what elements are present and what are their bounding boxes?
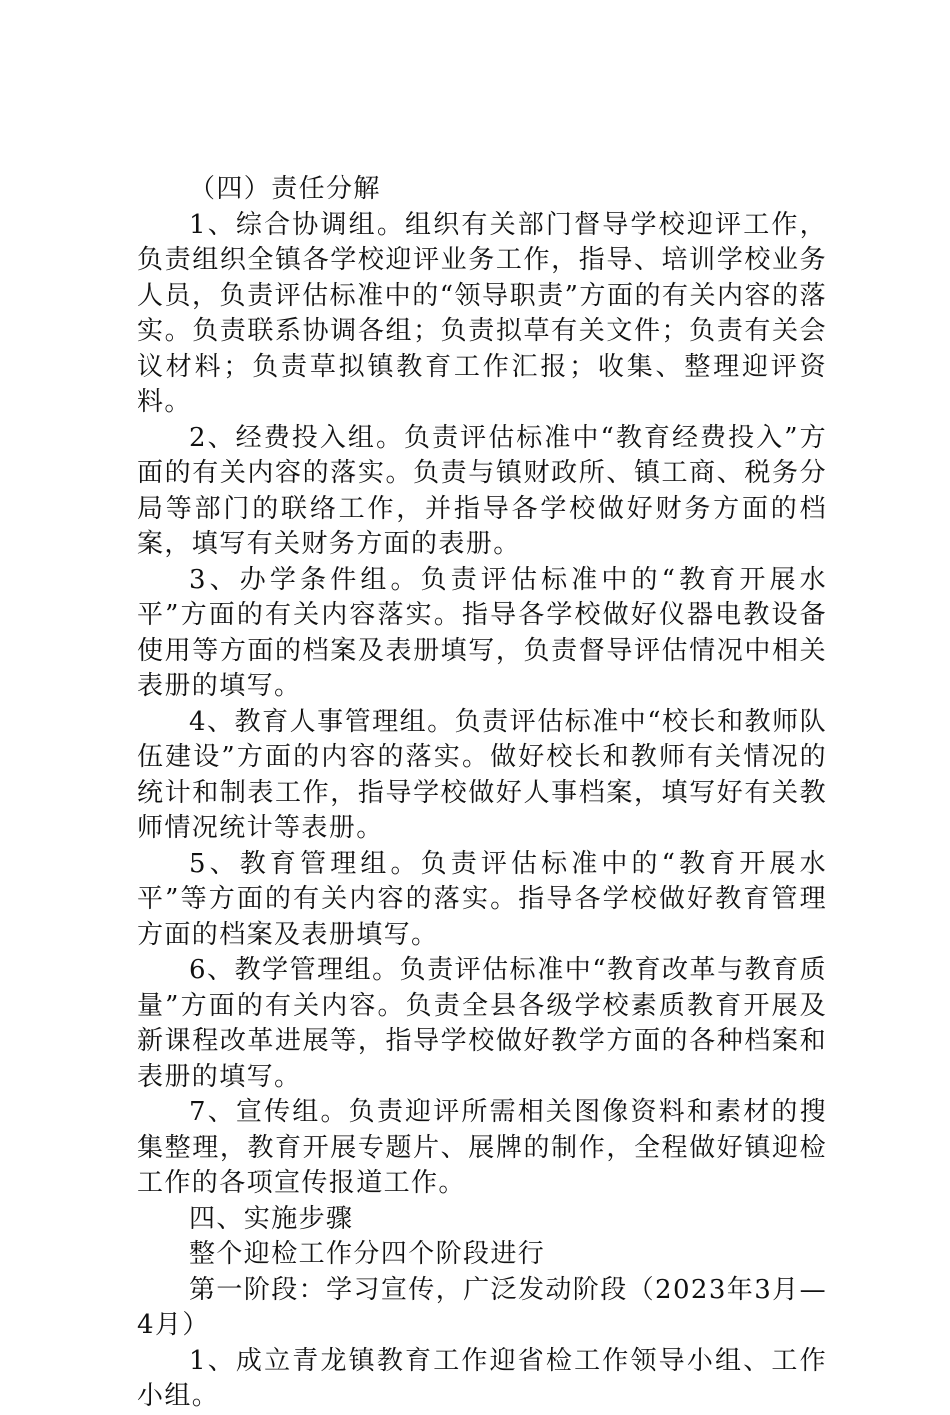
document-body <box>137 172 827 1415</box>
paragraph-personnel-group: 4、教育人事管理组。负责评估标准中“校长和教师队伍建设”方面的内容的落实。做好校长和教师有关情况的统计和制表工作，指导学校做好人事档案，填写好有关教师情况统计等表册。 <box>137 706 827 843</box>
section-heading-steps: 四、实施步骤 <box>189 1203 354 1234</box>
paragraph-funding-group: 2、经费投入组。负责评估标准中“教育经费投入”方面的有关内容的落实。负责与镇财政所、镇工商、税务分局等部门的联络工作，并指导各学校做好财务方面的档案，填写有关财务方面的表册。 <box>137 422 827 559</box>
paragraph-publicity-group: 7、宣传组。负责迎评所需相关图像资料和素材的搜集整理，教育开展专题片、展牌的制作，全程做好镇迎检工作的各项宣传报道工作。 <box>137 1097 827 1198</box>
paragraph-education-management-group: 5、教育管理组。负责评估标准中的“教育开展水平”等方面的有关内容的落实。指导各学校做好教育管理方面的档案及表册填写。 <box>137 848 827 950</box>
paragraph-stage-one: 第一阶段：学习宣传，广泛发动阶段（2023年3月—4月） <box>137 1274 827 1340</box>
paragraph-stages-intro: 整个迎检工作分四个阶段进行 <box>189 1239 546 1269</box>
paragraph-teaching-management-group: 6、教学管理组。负责评估标准中“教育改革与教育质量”方面的有关内容。负责全县各级学校素质教育开展及新课程改革进展等，指导学校做好教学方面的各种档案和表册的填写。 <box>137 955 827 1092</box>
paragraph-coordination-group: 1、综合协调组。组织有关部门督导学校迎评工作，负责组织全镇各学校迎评业务工作，指导、培训学校业务人员，负责评估标准中的“领导职责”方面的有关内容的落实。负责联系协调各组；负责拟草有关文件；负责有关会议材料；负责草拟镇教育工作汇报；收集、整理迎评资料。 <box>137 209 827 417</box>
section-heading-responsibility: （四）责任分解 <box>189 174 381 204</box>
paragraph-facilities-group: 3、办学条件组。负责评估标准中的“教育开展水平”方面的有关内容落实。指导各学校做好仪器电教设备使用等方面的档案及表册填写，负责督导评估情况中相关表册的填写。 <box>137 564 827 701</box>
paragraph-stage-one-item-1: 1、成立青龙镇教育工作迎省检工作领导小组、工作小组。 <box>137 1345 827 1411</box>
